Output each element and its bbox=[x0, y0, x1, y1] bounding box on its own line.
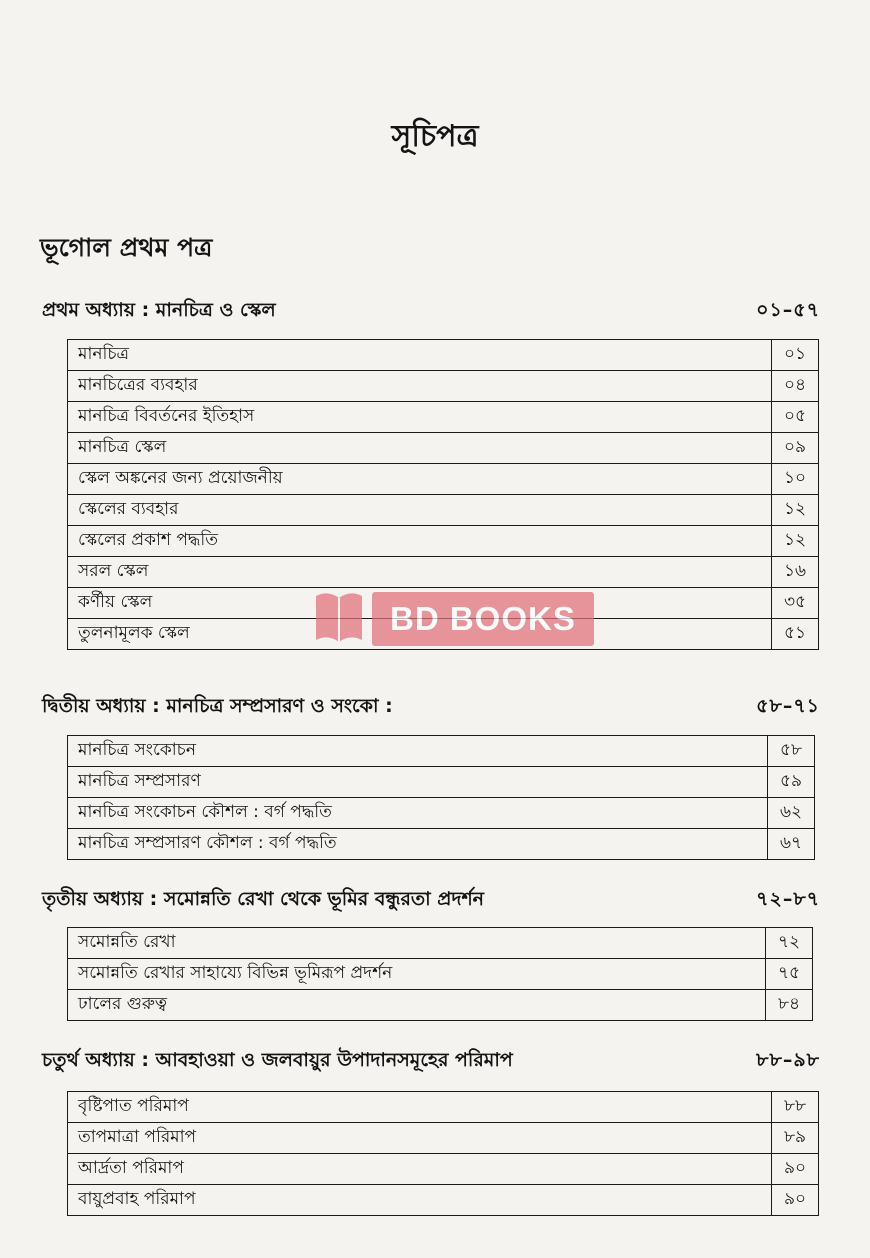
page-cell: ০৯ bbox=[772, 433, 819, 464]
page-cell: ০৪ bbox=[772, 371, 819, 402]
page-cell: ৭৫ bbox=[766, 959, 813, 990]
page-cell: ৫৮ bbox=[768, 736, 815, 767]
topic-cell: কর্ণীয় স্কেল bbox=[68, 588, 772, 619]
watermark-text: BD BOOKS bbox=[372, 592, 594, 646]
topic-cell: বায়ুপ্রবাহ পরিমাপ bbox=[68, 1185, 772, 1216]
page-cell: ০৫ bbox=[772, 402, 819, 433]
page-cell: ৩৫ bbox=[772, 588, 819, 619]
chapter-2-table bbox=[67, 735, 815, 860]
topic-cell: তুলনামূলক স্কেল bbox=[68, 619, 772, 650]
topic-cell: স্কেলের ব্যবহার bbox=[68, 495, 772, 526]
topic-cell: মানচিত্র সম্প্রসারণ কৌশল : বর্গ পদ্ধতি bbox=[68, 829, 768, 860]
topic-cell: মানচিত্র বিবর্তনের ইতিহাস bbox=[68, 402, 772, 433]
topic-cell: মানচিত্র সংকোচন কৌশল : বর্গ পদ্ধতি bbox=[68, 798, 768, 829]
chapter-heading-2 bbox=[42, 692, 820, 724]
chapter-title: তৃতীয় অধ্যায় : সমোন্নতি রেখা থেকে ভূমির বন্ধুরতা প্রদর্শন bbox=[42, 888, 485, 910]
chapter-heading-3 bbox=[42, 885, 820, 917]
page-cell: ৭২ bbox=[766, 928, 813, 959]
chapter-heading-4 bbox=[42, 1046, 820, 1078]
chapter-3-table bbox=[67, 927, 813, 1021]
table-row bbox=[68, 990, 813, 1021]
topic-cell: মানচিত্র সংকোচন bbox=[68, 736, 768, 767]
bd-books-watermark bbox=[312, 588, 594, 650]
chapter-page-range: ৮৮–৯৮ bbox=[756, 1049, 820, 1071]
page-cell: ৯০ bbox=[772, 1185, 819, 1216]
table-row bbox=[68, 495, 819, 526]
table-row bbox=[68, 1185, 819, 1216]
chapter-heading-1 bbox=[42, 296, 820, 328]
book-icon bbox=[312, 588, 366, 650]
chapter-4-table bbox=[67, 1091, 819, 1216]
page-cell: ০১ bbox=[772, 340, 819, 371]
page-cell: ১৬ bbox=[772, 557, 819, 588]
table-row bbox=[68, 464, 819, 495]
table-row bbox=[68, 526, 819, 557]
page-cell: ১২ bbox=[772, 495, 819, 526]
table-row bbox=[68, 798, 815, 829]
table-row bbox=[68, 433, 819, 464]
page-cell: ৫৯ bbox=[768, 767, 815, 798]
table-row bbox=[68, 736, 815, 767]
table-row bbox=[68, 557, 819, 588]
topic-cell: সমোন্নতি রেখার সাহায্যে বিভিন্ন ভূমিরূপ প্রদর্শন bbox=[68, 959, 766, 990]
chapter-title: চতুর্থ অধ্যায় : আবহাওয়া ও জলবায়ুর উপাদানসমূহের পরিমাপ bbox=[42, 1049, 513, 1071]
topic-cell: স্কেল অঙ্কনের জন্য প্রয়োজনীয় bbox=[68, 464, 772, 495]
chapter-page-range: ৫৮–৭১ bbox=[756, 695, 820, 717]
page-cell: ১২ bbox=[772, 526, 819, 557]
topic-cell: মানচিত্র স্কেল bbox=[68, 433, 772, 464]
chapter-title: দ্বিতীয় অধ্যায় : মানচিত্র সম্প্রসারণ ও সংকো : bbox=[42, 695, 393, 717]
topic-cell: তাপমাত্রা পরিমাপ bbox=[68, 1123, 772, 1154]
table-row bbox=[68, 1092, 819, 1123]
topic-cell: মানচিত্র bbox=[68, 340, 772, 371]
topic-cell: ঢালের গুরুত্ব bbox=[68, 990, 766, 1021]
table-row bbox=[68, 767, 815, 798]
page-cell: ৮৮ bbox=[772, 1092, 819, 1123]
page-cell: ৫১ bbox=[772, 619, 819, 650]
topic-cell: আর্দ্রতা পরিমাপ bbox=[68, 1154, 772, 1185]
table-row bbox=[68, 928, 813, 959]
page-cell: ৬২ bbox=[768, 798, 815, 829]
table-row bbox=[68, 371, 819, 402]
topic-cell: সমোন্নতি রেখা bbox=[68, 928, 766, 959]
page-cell: ৬৭ bbox=[768, 829, 815, 860]
chapter-page-range: ৭২–৮৭ bbox=[756, 888, 820, 910]
page-cell: ৯০ bbox=[772, 1154, 819, 1185]
topic-cell: স্কেলের প্রকাশ পদ্ধতি bbox=[68, 526, 772, 557]
page-cell: ৮৪ bbox=[766, 990, 813, 1021]
table-row bbox=[68, 1123, 819, 1154]
table-row bbox=[68, 959, 813, 990]
topic-cell: মানচিত্রের ব্যবহার bbox=[68, 371, 772, 402]
table-row bbox=[68, 1154, 819, 1185]
table-row bbox=[68, 340, 819, 371]
subject-heading: ভূগোল প্রথম পত্র bbox=[40, 233, 213, 262]
page-title: সূচিপত্র bbox=[391, 119, 479, 154]
page-cell: ৮৯ bbox=[772, 1123, 819, 1154]
chapter-page-range: ০১–৫৭ bbox=[756, 299, 820, 321]
chapter-title: প্রথম অধ্যায় : মানচিত্র ও স্কেল bbox=[42, 299, 276, 321]
topic-cell: সরল স্কেল bbox=[68, 557, 772, 588]
topic-cell: মানচিত্র সম্প্রসারণ bbox=[68, 767, 768, 798]
table-row bbox=[68, 829, 815, 860]
topic-cell: বৃষ্টিপাত পরিমাপ bbox=[68, 1092, 772, 1123]
table-row bbox=[68, 402, 819, 433]
page-cell: ১০ bbox=[772, 464, 819, 495]
